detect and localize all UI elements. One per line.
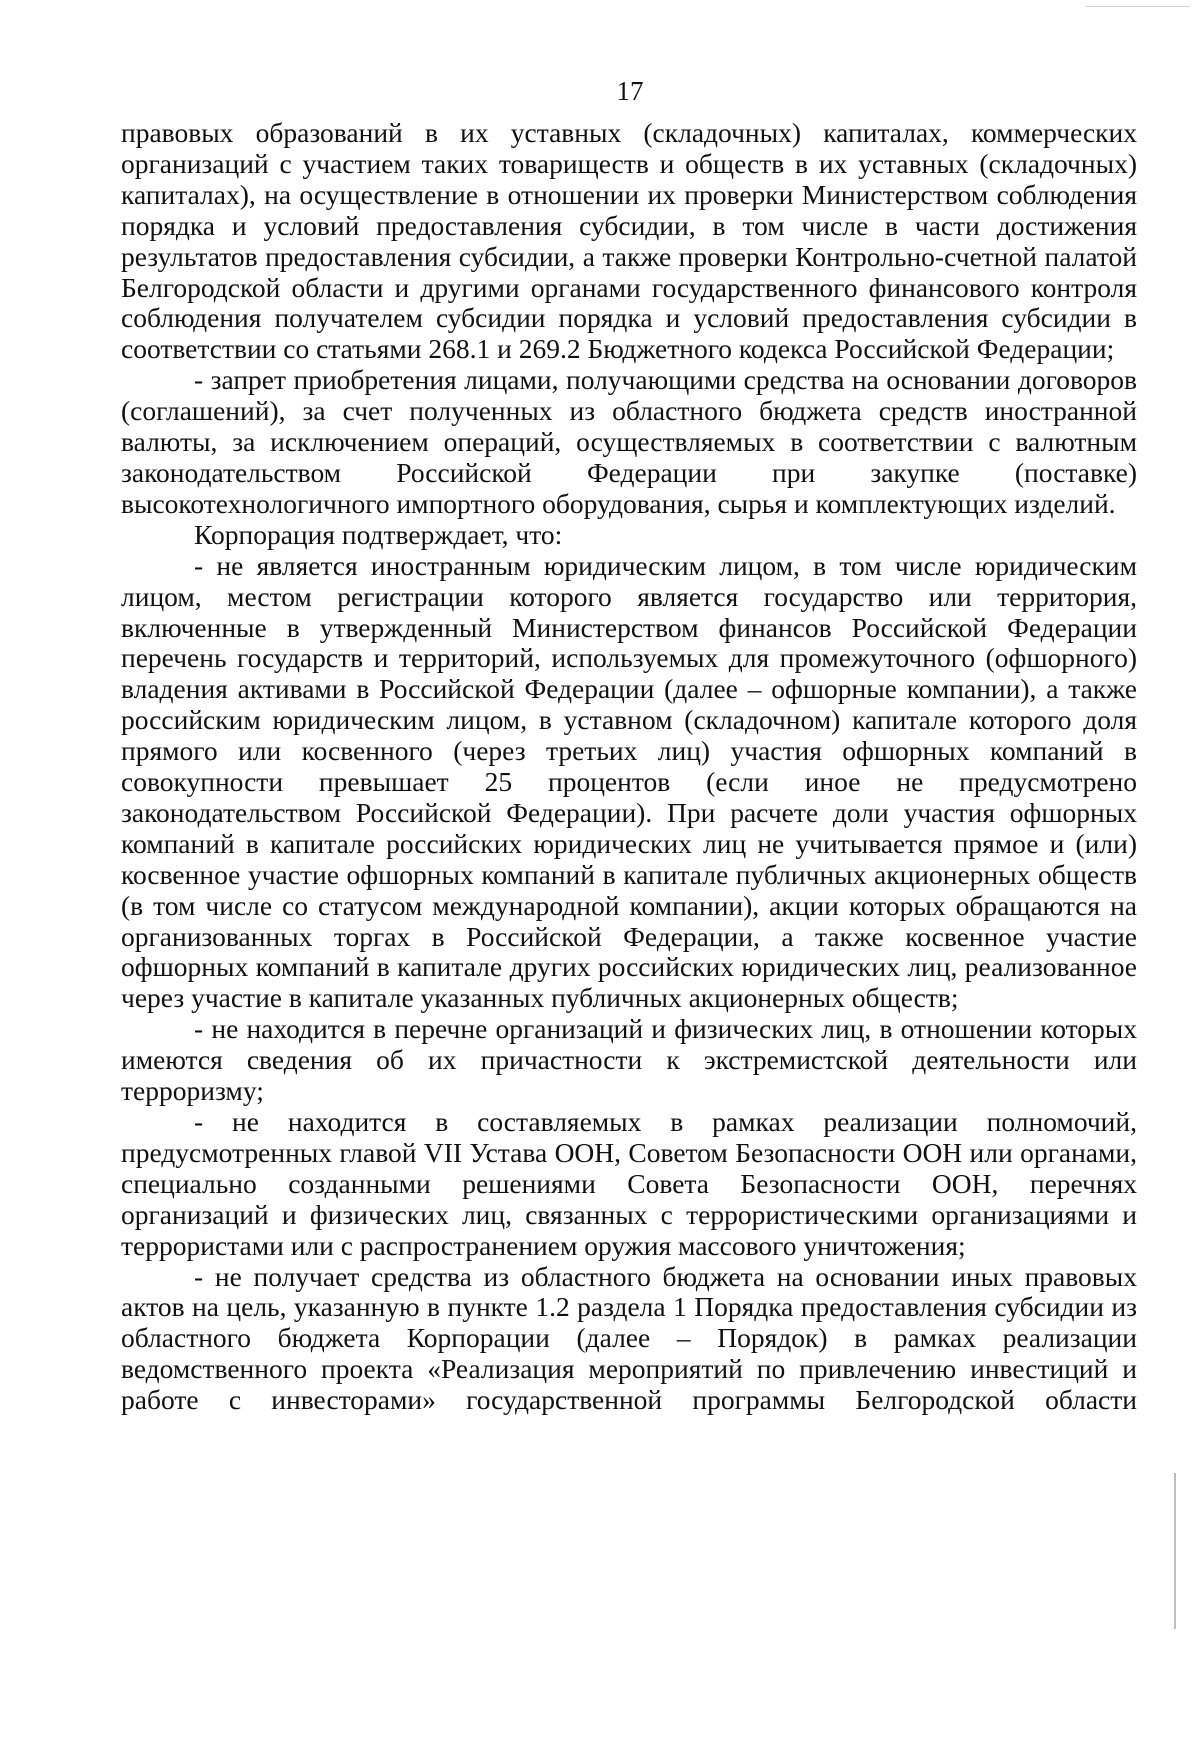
paragraph-not-un-list: - не находится в составляемых в рамках реализации полномочий, предусмотренных главой VII Устава ООН, Советом Безопасности ООН или органами, специально созданными решениями Совета Безопасности ООН, перечнях организаций и физических лиц, связанных с террористическими организациями и террористами или с распространением оружия массового уничтожения; — [121, 1106, 1137, 1261]
page-number: 17 — [616, 76, 644, 106]
scan-edge-mark — [1085, 6, 1190, 7]
document-body — [121, 118, 1137, 1416]
paragraph-not-foreign-entity: - не является иностранным юридическим лицом, в том числе юридическим лицом, местом регистрации которого является государство или территория, включенные в утвержденный Министерством финансов Российской Федерации перечень государств и территорий, используемых для промежуточного (офшорного) владения активами в Российской Федерации (далее – офшорные компании), а также российским юридическим лицом, в уставном (складочном) капитале которого доля прямого или косвенного (через третьих лиц) участия офшорных компаний в совокупности превышает 25 процентов (если иное не предусмотрено законодательством Российской Федерации). При расчете доли участия офшорных компаний в капитале российских юридических лиц не учитывается прямое и (или) косвенное участие офшорных компаний в капитале публичных акционерных обществ (в том числе со статусом международной компании), акции которых обращаются на организованных торгах в Российской Федерации, а также косвенное участие офшорных компаний в капитале других российских юридических лиц, реализованное через участие в капитале указанных публичных акционерных обществ; — [121, 549, 1137, 1014]
paragraph-continuation: правовых образований в их уставных (складочных) капиталах, коммерческих организаций с участием таких товариществ и обществ в их уставных (складочных) капиталах), на осуществление в отношении их проверки Министерством соблюдения порядка и условий предоставления субсидии, в том числе в части достижения результатов предоставления субсидии, а также проверки Контрольно-счетной палатой Белгородской области и другими органами государственного финансового контроля соблюдения получателем субсидии порядка и условий предоставления субсидии в соответствии со статьями 268.1 и 269.2 Бюджетного кодекса Российской Федерации; — [121, 117, 1137, 365]
paragraph-corporation-confirms: Корпорация подтверждает, что: — [194, 518, 563, 550]
paragraph-not-extremist-list: - не находится в перечне организаций и физических лиц, в отношении которых имеются сведения об их причастности к экстремистской деятельности или терроризму; — [121, 1013, 1137, 1107]
paragraph-currency-ban: - запрет приобретения лицами, получающими средства на основании договоров (соглашений), за счет полученных из областного бюджета средств иностранной валюты, за исключением операций, осуществляемых в соответствии с валютным законодательством Российской Федерации при закупке (поставке) высокотехнологичного импортного оборудования, сырья и комплектующих изделий. — [121, 364, 1137, 519]
scan-edge-mark — [1174, 1473, 1176, 1629]
paragraph-no-other-funds: - не получает средства из областного бюджета на основании иных правовых актов на цель, указанную в пункте 1.2 раздела 1 Порядка предоставления субсидии из областного бюджета Корпорации (далее – Порядок) в рамках реализации ведомственного проекта «Реализация мероприятий по привлечению инвестиций и работе с инвесторами» государственной программы Белгородской области — [121, 1260, 1137, 1416]
